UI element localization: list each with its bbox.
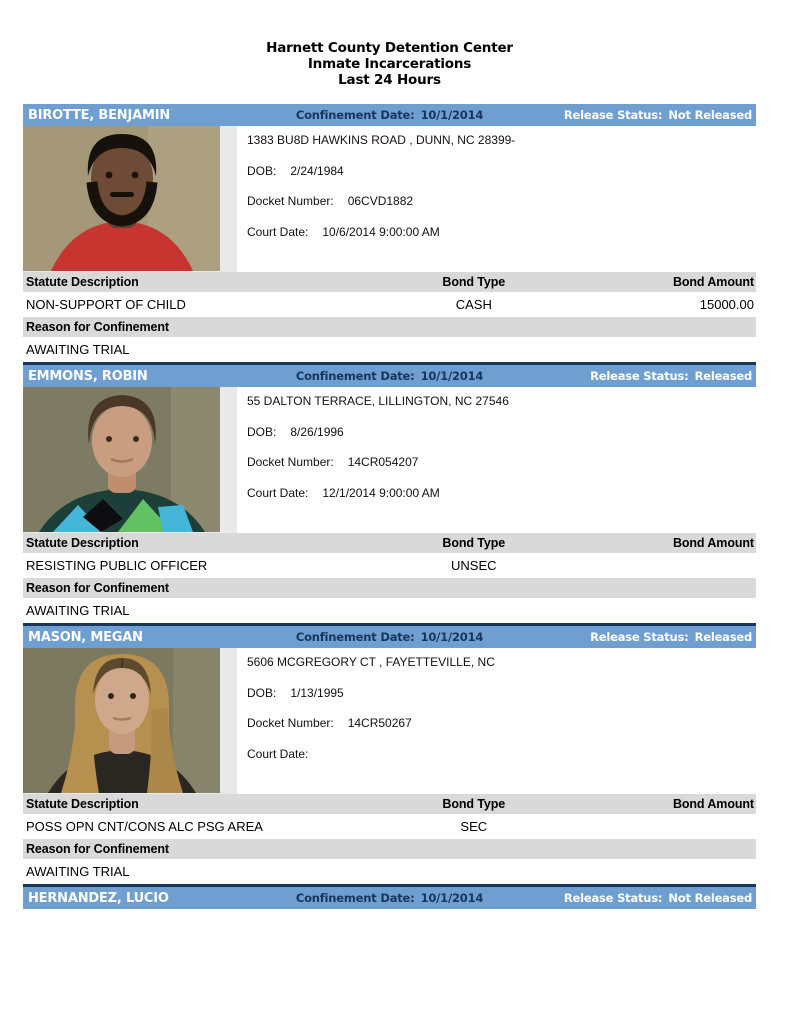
- confinement-date: [265, 369, 514, 383]
- dob-label: DOB:: [247, 685, 277, 700]
- reason-value: AWAITING TRIAL: [23, 598, 756, 623]
- release-status-label: Release Status:: [590, 369, 689, 383]
- inmate-record: [23, 623, 756, 884]
- inmate-details: [237, 387, 756, 533]
- court-date-value: 12/1/2014 9:00:00 AM: [322, 485, 440, 500]
- inmate-record: [23, 362, 756, 623]
- inmate-name: EMMONS, ROBIN: [28, 368, 148, 384]
- mugshot-photo: [23, 648, 220, 793]
- court-date-label: Court Date:: [247, 485, 309, 500]
- statute-row: [23, 814, 756, 839]
- dob-row: [247, 164, 756, 178]
- inmate-name: BIROTTE, BENJAMIN: [28, 107, 171, 123]
- court-date-row: [247, 747, 756, 761]
- release-status: [514, 108, 756, 122]
- report-title-line2: Inmate Incarcerations: [307, 56, 472, 72]
- docket-row: [247, 194, 756, 208]
- record-header-bar: [23, 104, 756, 126]
- dob-row: [247, 686, 756, 700]
- statute-table-header: [23, 794, 756, 814]
- inmate-name: MASON, MEGAN: [28, 629, 143, 645]
- confinement-date: [265, 108, 514, 122]
- release-status: [514, 630, 756, 644]
- mugshot-photo: [23, 126, 220, 271]
- docket-value: 14CR054207: [347, 455, 419, 469]
- bond-type-col-header: Bond Type: [442, 797, 506, 811]
- release-status-value: Released: [694, 630, 753, 644]
- statute-value: NON-SUPPORT OF CHILD: [26, 297, 186, 312]
- report-title: [23, 0, 756, 88]
- confinement-date: [265, 891, 514, 905]
- reason-header-bar: Reason for Confinement: [23, 578, 756, 598]
- statute-value: RESISTING PUBLIC OFFICER: [26, 558, 208, 573]
- docket-row: [247, 716, 756, 730]
- statute-value: POSS OPN CNT/CONS ALC PSG AREA: [26, 819, 263, 834]
- statute-col-header: Statute Description: [26, 275, 139, 289]
- dob-value: 8/26/1996: [290, 424, 344, 439]
- dob-label: DOB:: [247, 424, 277, 439]
- docket-label: Docket Number:: [247, 455, 334, 469]
- mugshot-photo: [23, 387, 220, 532]
- confinement-date-value: 10/1/2014: [420, 369, 484, 383]
- report-title-line1: Harnett County Detention Center: [266, 40, 513, 56]
- confinement-date-value: 10/1/2014: [420, 108, 484, 122]
- reason-header-bar: Reason for Confinement: [23, 317, 756, 337]
- inmate-details: [237, 126, 756, 272]
- record-header-bar: [23, 623, 756, 648]
- confinement-date-label: Confinement Date:: [295, 630, 415, 644]
- release-status: [514, 369, 756, 383]
- confinement-date-label: Confinement Date:: [295, 369, 415, 383]
- bond-type-value: CASH: [455, 297, 492, 312]
- bond-amount-value: 15000.00: [699, 297, 754, 312]
- release-status-value: Released: [694, 369, 753, 383]
- statute-table-header: [23, 533, 756, 553]
- reason-value: AWAITING TRIAL: [23, 859, 756, 884]
- confinement-date-label: Confinement Date:: [295, 108, 415, 122]
- mugshot: [23, 126, 237, 272]
- mugshot: [23, 387, 237, 533]
- bond-type-value: UNSEC: [451, 558, 497, 573]
- dob-row: [247, 425, 756, 439]
- release-status-value: Not Released: [668, 891, 753, 905]
- inmate-name: HERNANDEZ, LUCIO: [28, 890, 169, 906]
- docket-row: [247, 455, 756, 469]
- statute-table-header: [23, 272, 756, 292]
- court-date-label: Court Date:: [247, 224, 309, 239]
- confinement-date: [265, 630, 514, 644]
- statute-col-header: Statute Description: [26, 797, 139, 811]
- release-status-label: Release Status:: [563, 108, 663, 122]
- address-line: 5606 MCGREGORY CT , FAYETTEVILLE, NC: [247, 655, 495, 669]
- confinement-date-value: 10/1/2014: [420, 630, 484, 644]
- bond-type-col-header: Bond Type: [442, 536, 506, 550]
- address-line: 55 DALTON TERRACE, LILLINGTON, NC 27546: [247, 394, 509, 408]
- statute-row: [23, 292, 756, 317]
- record-header-bar: [23, 362, 756, 387]
- docket-value: 06CVD1882: [347, 194, 414, 208]
- address-line: 1383 BU8D HAWKINS ROAD , DUNN, NC 28399-: [247, 133, 516, 147]
- release-status-label: Release Status:: [563, 891, 663, 905]
- bond-type-col-header: Bond Type: [442, 275, 506, 289]
- release-status-value: Not Released: [668, 108, 753, 122]
- release-status-label: Release Status:: [590, 630, 689, 644]
- docket-label: Docket Number:: [247, 716, 334, 730]
- docket-label: Docket Number:: [247, 194, 334, 208]
- confinement-date-label: Confinement Date:: [295, 891, 415, 905]
- release-status: [514, 891, 756, 905]
- dob-value: 2/24/1984: [290, 163, 344, 178]
- court-date-row: [247, 486, 756, 500]
- mugshot: [23, 648, 237, 794]
- statute-col-header: Statute Description: [26, 536, 139, 550]
- court-date-value: 10/6/2014 9:00:00 AM: [322, 224, 440, 239]
- inmate-record: [23, 104, 756, 362]
- docket-value: 14CR50267: [347, 716, 412, 730]
- bond-amount-col-header: Bond Amount: [672, 536, 754, 550]
- bond-amount-col-header: Bond Amount: [672, 275, 754, 289]
- bond-type-value: SEC: [460, 819, 488, 834]
- dob-label: DOB:: [247, 163, 277, 178]
- inmate-record: [23, 884, 756, 909]
- report-title-line3: Last 24 Hours: [338, 72, 441, 88]
- confinement-date-value: 10/1/2014: [420, 891, 484, 905]
- court-date-label: Court Date:: [247, 746, 309, 761]
- statute-row: [23, 553, 756, 578]
- court-date-row: [247, 225, 756, 239]
- record-header-bar: [23, 884, 756, 909]
- reason-header-bar: Reason for Confinement: [23, 839, 756, 859]
- bond-amount-col-header: Bond Amount: [672, 797, 754, 811]
- reason-value: AWAITING TRIAL: [23, 337, 756, 362]
- dob-value: 1/13/1995: [290, 685, 344, 700]
- inmate-details: [237, 648, 756, 794]
